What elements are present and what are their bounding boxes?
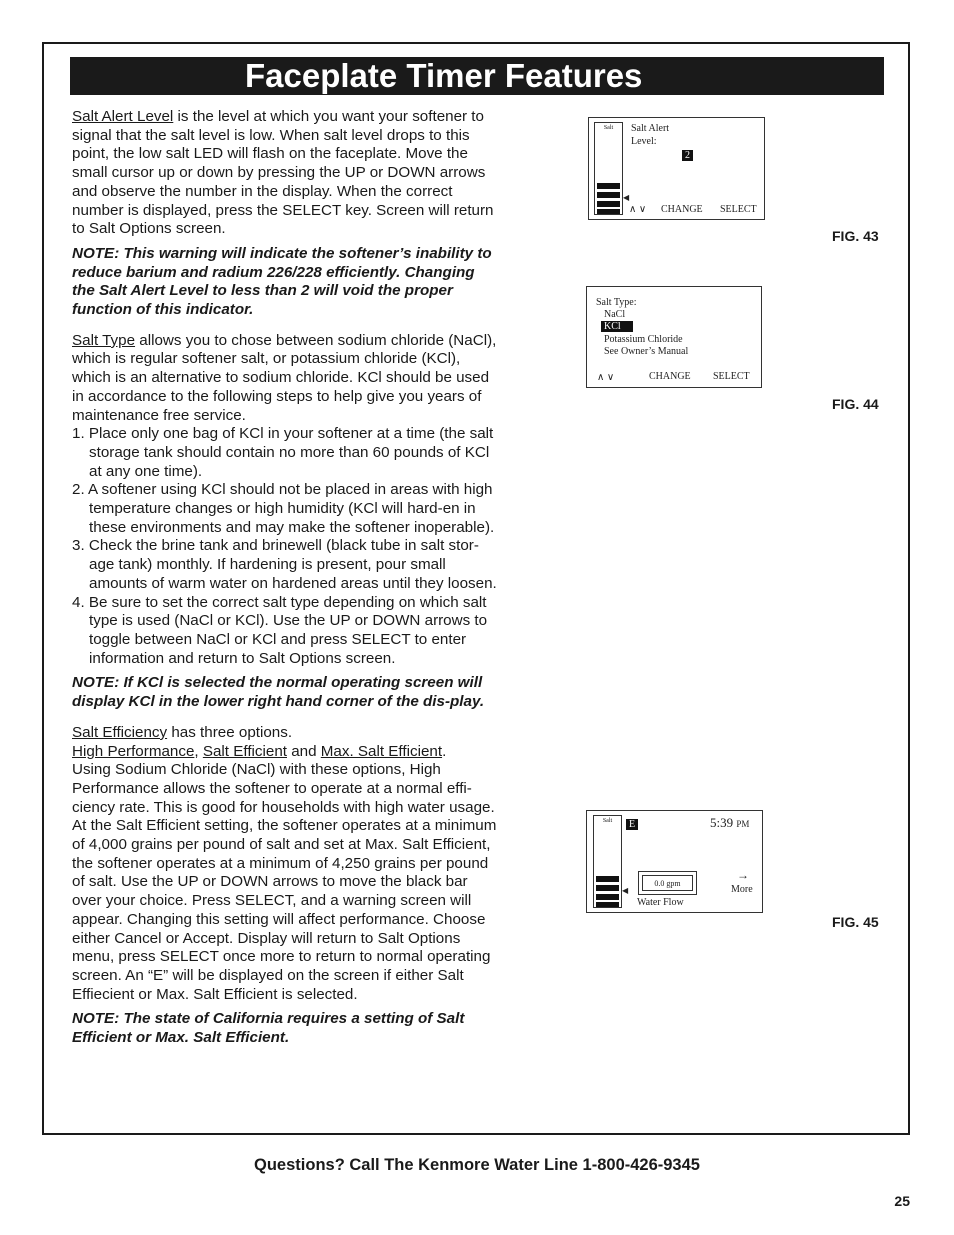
option-salt-efficient: Salt Efficient: [202, 742, 287, 760]
gauge-segment: [597, 192, 620, 198]
gauge-label: Salt: [603, 125, 614, 131]
page-number: 25: [894, 1193, 910, 1209]
right-arrow-icon: →: [737, 868, 749, 882]
salt-level-gauge: [593, 815, 622, 908]
salt-alert-paragraph: Salt Alert Level is the level at which you want your softener to signal that the salt level is low. When salt level drops to this point, the low salt LED will flash on the faceplate. Move the small cursor up or down by pressing the UP or DOWN arrows and observe the number in the display. When the correct number is displayed, press the SELECT key. Screen will return to Salt Options screen.: [72, 108, 494, 238]
note-salt-alert: NOTE: This warning will indicate the softener’s inability to reduce barium and radium 226/228 efficiently. Changing the Salt Alert Level to less than 2 will void the proper function of this indicator.: [72, 244, 492, 319]
screen-title-line1: Salt Alert: [631, 123, 670, 134]
main-text-column: [72, 108, 500, 1048]
gauge-segment: [596, 876, 619, 882]
gauge-segment: [597, 183, 620, 189]
up-down-arrows-icon: ∧ ∨: [597, 372, 615, 383]
salt-alert-term: Salt Alert Level: [72, 108, 174, 125]
select-label: SELECT: [713, 371, 750, 382]
salt-type-option: Potassium Chloride: [604, 334, 683, 345]
option-high-performance: High Performance: [72, 742, 195, 760]
fig43-display: [588, 117, 765, 220]
gauge-segment: [597, 201, 620, 207]
gauge-label: Salt: [602, 818, 613, 824]
screen-title: Salt Type:: [596, 297, 637, 308]
screen-title-line2: Level:: [631, 136, 657, 147]
gauge-segment: [596, 902, 619, 907]
water-flow-box: [638, 871, 697, 895]
fig45-display: [586, 810, 763, 913]
salt-efficiency-paragraph: Salt Efficiency has three options. High Performance, Salt Efficient and Max. Salt Efficient. Using Sodium Chloride (NaCl) with these options, High Performance allows the softener to operate at a normal effi-ciency rate. This is good for households with high water usage. At the Salt Efficient setting, the softener operates at a minimum of 4,000 grains per pound of salt and set at Max. Salt Efficient, the softener operates at a minimum of 4,250 grains per pound of salt. Use the UP or DOWN arrows to move the black bar over your choice. Press SELECT, and a warning screen will appear. Changing this setting will affect performance. Choose either Cancel or Accept. Display will return to Salt Options menu, press SELECT once more to return to normal operating screen. An “E” will be displayed on the screen if either Salt Effiecient or Max. Salt Efficient is selected.: [72, 723, 497, 1003]
up-down-arrows-icon: ∧ ∨: [629, 204, 647, 215]
list-item: 2. A softener using KCl should not be placed in areas with high temperature changes or high humidity (KCl will hard-en in these environments and may make the softener inoperable).: [72, 481, 495, 536]
water-flow-inner: [642, 875, 693, 891]
list-item: 3. Check the brine tank and brinewell (black tube in salt stor-age tank) monthly. If hardening is present, pour small amounts of warm water on hardened areas until they loosen.: [72, 537, 497, 592]
fig44-display: [586, 286, 762, 388]
note-california: NOTE: The state of California requires a setting of Salt Efficient or Max. Salt Efficient.: [72, 1010, 465, 1047]
fig45-caption: FIG. 45: [832, 914, 879, 930]
change-label: CHANGE: [661, 204, 703, 215]
list-item: 4. Be sure to set the correct salt type depending on which salt type is used (NaCl or KCl). Use the UP or DOWN arrows to toggle between NaCl or KCl and press SELECT to enter information and return to Salt Options screen.: [72, 593, 488, 667]
select-label: SELECT: [720, 204, 757, 215]
salt-level-gauge: [594, 122, 623, 215]
salt-type-option: See Owner’s Manual: [604, 346, 689, 357]
page-title: Faceplate Timer Features: [70, 57, 884, 95]
gauge-segment: [596, 894, 619, 900]
salt-type-paragraph: Salt Type allows you to chose between sodium chloride (NaCl), which is regular softener salt, or potassium chloride (KCl), which is an alternative to sodium chloride. KCl should be used in accordance to the following steps to help give you years of maintenance free service.: [72, 331, 497, 424]
option-max-salt-efficient: Max. Salt Efficient: [320, 742, 443, 760]
fig43-caption: FIG. 43: [832, 228, 879, 244]
clock-time: 5:39 PM: [710, 815, 750, 830]
fig44-caption: FIG. 44: [832, 396, 879, 412]
water-flow-label: Water Flow: [637, 897, 684, 908]
footer-hotline: Questions? Call The Kenmore Water Line 1-800-426-9345: [254, 1156, 700, 1174]
salt-efficiency-term: Salt Efficiency: [72, 723, 168, 741]
efficiency-indicator-badge: E: [626, 819, 638, 830]
gauge-segment: [596, 885, 619, 891]
cursor-icon: ◀: [622, 886, 629, 895]
more-label: More: [731, 884, 753, 895]
note-kcl-display: NOTE: If KCl is selected the normal operating screen will display KCl in the lower right hand corner of the dis-play.: [72, 674, 485, 711]
salt-type-option: NaCl: [604, 309, 626, 320]
water-flow-value: 0.0 gpm: [654, 879, 681, 888]
list-item: 1. Place only one bag of KCl in your softener at a time (the salt storage tank should contain no more than 60 pounds of KCl at any one time).: [72, 425, 494, 480]
kcl-steps-list: [72, 425, 500, 668]
change-label: CHANGE: [649, 371, 691, 382]
gauge-segment: [597, 209, 620, 214]
alert-level-value: 2: [682, 150, 693, 161]
cursor-icon: ◀: [623, 193, 630, 202]
salt-type-option-selected: KCl: [601, 321, 633, 332]
salt-type-term: Salt Type: [72, 331, 136, 349]
